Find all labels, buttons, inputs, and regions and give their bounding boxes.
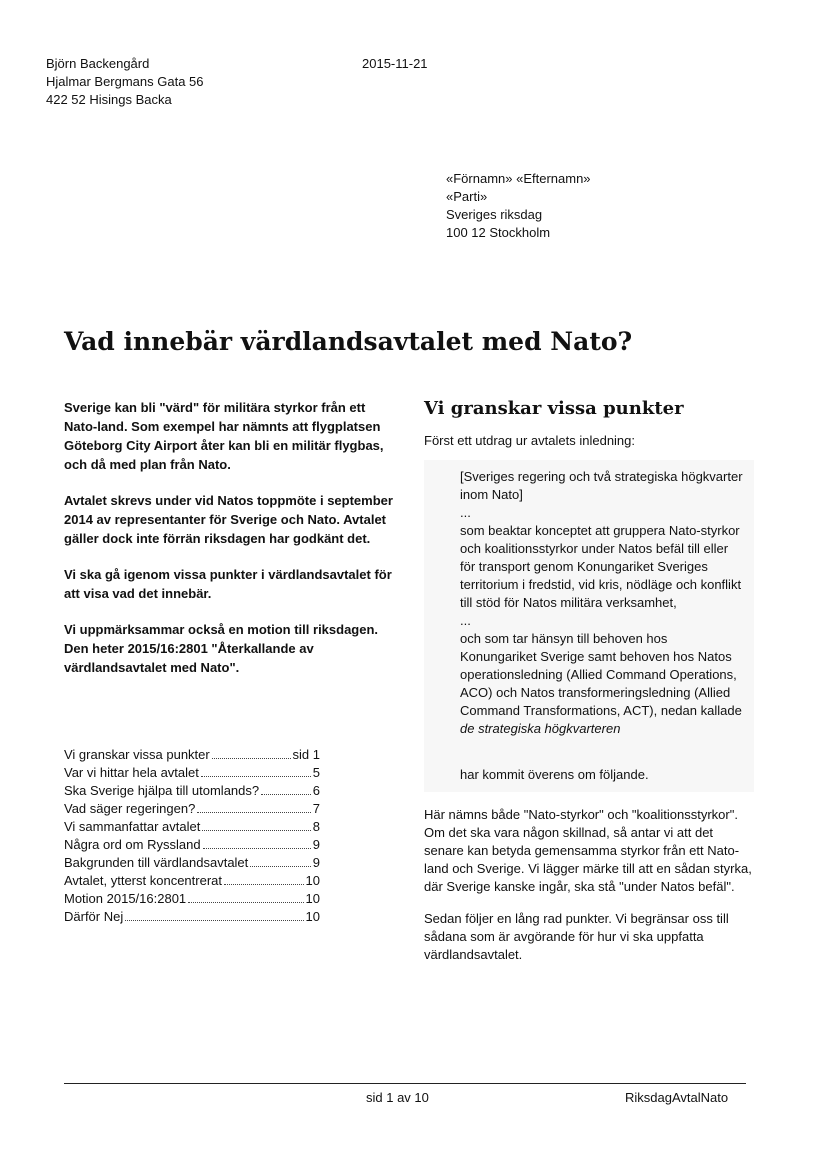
toc-label: Några ord om Ryssland (64, 837, 201, 852)
toc-label: Avtalet, ytterst koncentrerat (64, 873, 222, 888)
left-paragraph: Avtalet skrevs under vid Natos toppmöte i september 2014 av representanter för Sverige och Nato. Avtalet gäller dock inte förrän riksdagen har godkänt det. (64, 493, 393, 546)
toc-label: Vad säger regeringen? (64, 801, 196, 816)
toc-leader (201, 776, 311, 777)
body-paragraph: Sedan följer en lång rad punkter. Vi begränsar oss till sådana som är avgörande för hur vi ska uppfatta värdlandsavtalet. (424, 911, 729, 962)
section-heading: Vi granskar vissa punkter (424, 398, 684, 419)
toc-label: Bakgrunden till värdlandsavtalet (64, 855, 249, 870)
toc-entry (64, 908, 320, 926)
agreement-quote (424, 460, 754, 792)
toc-entry (64, 872, 320, 890)
document-title: Vad innebär värdlandsavtalet med Nato? (64, 327, 633, 356)
toc-leader (261, 794, 311, 795)
left-column (64, 398, 394, 694)
footer-reference: RiksdagAvtalNato (625, 1090, 729, 1105)
toc-leader (125, 920, 303, 921)
quote-spacer (460, 738, 746, 756)
recipient-party: «Parti» (446, 189, 488, 204)
toc-leader (250, 866, 310, 867)
quote-paragraph: som beaktar konceptet att gruppera Nato-styrkor och koalitionsstyrkor under Natos befäl till eller för transport genom Konungariket Sveriges territorium i fredstid, vid kris, nödläge och konflikt till stöd för Natos militära verksamhet, (460, 523, 742, 610)
toc-leader (188, 902, 303, 903)
quote-paragraph (460, 630, 746, 738)
toc-page: 6 (312, 783, 320, 798)
toc-page: sid 1 (292, 747, 320, 762)
toc-entry (64, 836, 320, 854)
sender-address (46, 55, 306, 109)
toc-page: 10 (305, 891, 320, 906)
toc-entry (64, 818, 320, 836)
toc-leader (197, 812, 310, 813)
toc-leader (212, 758, 291, 759)
toc-entry (64, 890, 320, 908)
toc-label: Ska Sverige hjälpa till utomlands? (64, 783, 260, 798)
toc-label: Motion 2015/16:2801 (64, 891, 187, 906)
quote-ellipsis: ... (460, 613, 471, 628)
recipient-org: Sveriges riksdag (446, 207, 543, 222)
toc-page: 10 (305, 873, 320, 888)
toc-page: 7 (312, 801, 320, 816)
toc-page: 8 (312, 819, 320, 834)
toc-page: 10 (305, 909, 320, 924)
toc-entry (64, 746, 320, 764)
section-intro: Först ett utdrag ur avtalets inledning: (424, 433, 636, 448)
quote-paragraph: [Sveriges regering och två strategiska högkvarter inom Nato] (460, 469, 743, 502)
quote-ellipsis: ... (460, 505, 471, 520)
toc-leader (224, 884, 304, 885)
toc-entry (64, 854, 320, 872)
toc-label: Därför Nej (64, 909, 124, 924)
toc-label: Var vi hittar hela avtalet (64, 765, 199, 780)
table-of-contents (64, 746, 320, 926)
recipient-address (446, 170, 706, 242)
body-paragraph: Här nämns både "Nato-styrkor" och "koalitionsstyrkor". Om det ska vara någon skillnad, så antar vi att det senare kan betyda gemensamma styrkor från ett Nato-land och Sverige. Vi lägger märke till att en sådan styrka, där Sverige kanske ingår, ska stå "under Natos befäl". (424, 807, 752, 894)
sender-street: Hjalmar Bergmans Gata 56 (46, 74, 204, 89)
letter-date: 2015-11-21 (362, 56, 428, 71)
toc-page: 9 (312, 855, 320, 870)
toc-entry (64, 764, 320, 782)
toc-label: Vi sammanfattar avtalet (64, 819, 201, 834)
recipient-name: «Förnamn» «Efternamn» (446, 171, 591, 186)
left-paragraph: Vi uppmärksammar också en motion till riksdagen. Den heter 2015/16:2801 "Återkallande av värdlandsavtalet med Nato". (64, 622, 379, 675)
quote-text: och som tar hänsyn till behoven hos Konungariket Sverige samt behoven hos Natos operationsledning (Allied Command Operations, ACO) och Natos transformeringsledning (Allied Command Transformations, ACT), nedan kallade (460, 631, 742, 718)
toc-leader (202, 830, 310, 831)
toc-entry (64, 800, 320, 818)
sender-city: 422 52 Hisings Backa (46, 92, 172, 107)
toc-leader (203, 848, 311, 849)
recipient-city: 100 12 Stockholm (446, 225, 551, 240)
quote-emphasis: de strategiska högkvarteren (460, 721, 621, 736)
left-paragraph: Vi ska gå igenom vissa punkter i värdlandsavtalet för att visa vad det innebär. (64, 567, 392, 601)
toc-page: 5 (312, 765, 320, 780)
toc-label: Vi granskar vissa punkter (64, 747, 210, 762)
footer-divider (64, 1083, 746, 1084)
toc-entry (64, 782, 320, 800)
quote-paragraph: har kommit överens om följande. (460, 767, 649, 782)
left-paragraph: Sverige kan bli "värd" för militära styrkor från ett Nato-land. Som exempel har nämnts att flygplatsen Göteborg City Airport åter kan bli en militär flygbas, och då med plan från Nato. (64, 400, 384, 472)
right-column (424, 396, 754, 978)
sender-name: Björn Backengård (46, 56, 150, 71)
toc-page: 9 (312, 837, 320, 852)
footer-page-number: sid 1 av 10 (366, 1090, 429, 1105)
